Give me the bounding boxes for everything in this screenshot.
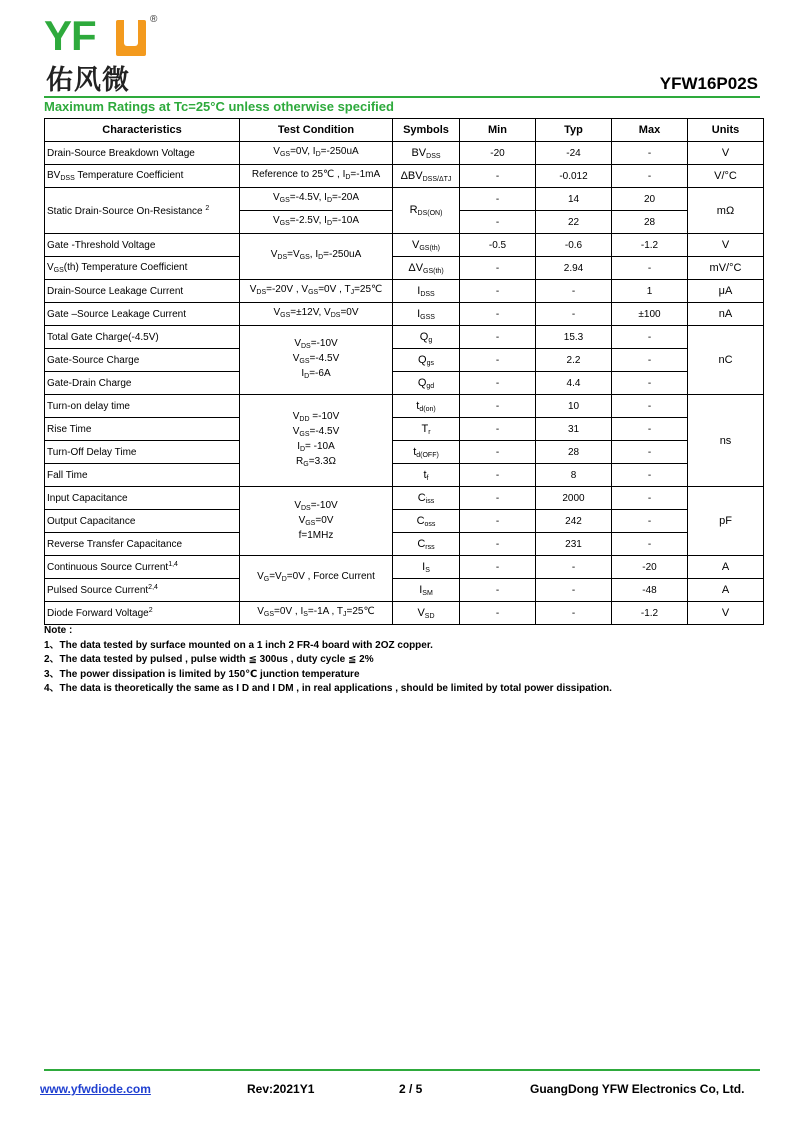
min-cell: - [460, 579, 536, 602]
min-cell: - [460, 257, 536, 280]
typ-cell: 8 [536, 464, 612, 487]
table-row [45, 280, 764, 303]
max-cell: - [612, 165, 688, 188]
condition-cell: $V_{GS}=0V$, $I_D=-250uA$ [240, 142, 393, 165]
min-cell: - [460, 280, 536, 303]
min-cell: - [460, 556, 536, 579]
table-row [45, 165, 764, 188]
min-cell: - [460, 395, 536, 418]
typ-cell: 15.3 [536, 326, 612, 349]
typ-cell: 231 [536, 533, 612, 556]
min-cell: - [460, 372, 536, 395]
symbol-cell: $I_{DSS}$ [393, 280, 460, 303]
col-header: Characteristics [45, 119, 240, 142]
max-cell: - [612, 533, 688, 556]
typ-cell: 2000 [536, 487, 612, 510]
table-row [45, 326, 764, 349]
min-cell: - [460, 464, 536, 487]
max-cell: - [612, 487, 688, 510]
max-cell: ±100 [612, 303, 688, 326]
characteristic-cell: Diode Forward Voltage$^2$ [45, 602, 240, 625]
characteristic-cell: Gate –Source Leakage Current [45, 303, 240, 326]
characteristic-cell: Turn-Off Delay Time [45, 441, 240, 464]
max-cell: -1.2 [612, 234, 688, 257]
header-divider [44, 96, 760, 98]
condition-cell: $V_{DS}=-10V$ $V_{GS}=-4.5V$ $I_D=-6A$ [240, 326, 393, 395]
typ-cell: -24 [536, 142, 612, 165]
col-header: Typ [536, 119, 612, 142]
min-cell: - [460, 441, 536, 464]
footer-divider [44, 1069, 760, 1071]
symbol-cell: $I_{GSS}$ [393, 303, 460, 326]
logo-chinese-name: 佑风微 [46, 65, 130, 96]
max-cell: -20 [612, 556, 688, 579]
max-cell: -1.2 [612, 602, 688, 625]
table-row [45, 441, 764, 464]
max-cell: - [612, 142, 688, 165]
notes-section [44, 624, 612, 697]
table-row [45, 602, 764, 625]
typ-cell: 28 [536, 441, 612, 464]
typ-cell: - [536, 579, 612, 602]
symbol-cell: $\Delta BV_{DSS/\Delta TJ}$ [393, 165, 460, 188]
typ-cell: - [536, 602, 612, 625]
table-row [45, 142, 764, 165]
max-cell: - [612, 257, 688, 280]
min-cell: - [460, 510, 536, 533]
symbol-cell: $V_{GS(th)}$ [393, 234, 460, 257]
condition-cell: $V_{GS}=\pm 12V$, $V_{DS}=0V$ [240, 303, 393, 326]
condition-cell: Reference to 25℃ , $I_D=-1mA$ [240, 165, 393, 188]
note-item: 3、The power dissipation is limited by 150℃ junction temperature [44, 668, 360, 680]
typ-cell: 2.94 [536, 257, 612, 280]
max-cell: -48 [612, 579, 688, 602]
characteristic-cell: Input Capacitance [45, 487, 240, 510]
characteristic-cell: $BV_{DSS}$ Temperature Coefficient [45, 165, 240, 188]
table-row [45, 395, 764, 418]
unit-cell: mΩ [688, 188, 764, 234]
table-row [45, 418, 764, 441]
typ-cell: - [536, 303, 612, 326]
characteristic-cell: $V_{GS}(th)$ Temperature Coefficient [45, 257, 240, 280]
notes-title: Note : [44, 625, 73, 636]
table-header-row [45, 119, 764, 142]
characteristic-cell: Output Capacitance [45, 510, 240, 533]
table-row [45, 579, 764, 602]
characteristic-cell: Gate-Source Charge [45, 349, 240, 372]
table-row [45, 188, 764, 211]
table-row [45, 510, 764, 533]
logo-u-glyph [116, 20, 146, 56]
symbol-cell: $T_r$ [393, 418, 460, 441]
condition-cell: $V_{GS}=-2.5V$, $I_D=-10A$ [240, 211, 393, 234]
table-row [45, 487, 764, 510]
min-cell: - [460, 188, 536, 211]
symbol-cell: $C_{iss}$ [393, 487, 460, 510]
table-row [45, 372, 764, 395]
condition-cell: $V_{DS}=-20V$ , $V_{GS}=0V$ , $T_J=25℃$ [240, 280, 393, 303]
min-cell: - [460, 326, 536, 349]
unit-cell: ns [688, 395, 764, 487]
condition-cell: $V_{DS}=V_{GS}$, $I_D=-250uA$ [240, 234, 393, 280]
min-cell: - [460, 602, 536, 625]
unit-cell: V [688, 142, 764, 165]
unit-cell: V [688, 234, 764, 257]
company-logo [44, 14, 164, 94]
table-row [45, 533, 764, 556]
max-cell: - [612, 441, 688, 464]
symbol-cell: $Q_{gd}$ [393, 372, 460, 395]
typ-cell: 31 [536, 418, 612, 441]
unit-cell: A [688, 579, 764, 602]
max-cell: - [612, 349, 688, 372]
condition-cell: $V_{DS}=-10V$ $V_{GS}=0V$ f=1MHz [240, 487, 393, 556]
min-cell: -20 [460, 142, 536, 165]
note-item: 2、The data tested by pulsed , pulse width ≦ 300us , duty cycle ≦ 2% [44, 654, 374, 665]
max-cell: - [612, 395, 688, 418]
condition-cell: $V_{GS}=0V$ , $I_S=-1A$ , $T_J=25℃$ [240, 602, 393, 625]
max-cell: - [612, 326, 688, 349]
condition-cell: $V_{GS}=-4.5V$, $I_D=-20A$ [240, 188, 393, 211]
min-cell: - [460, 211, 536, 234]
characteristic-cell: Pulsed Source Current$^{2,4}$ [45, 579, 240, 602]
symbol-cell: $\Delta V_{GS(th)}$ [393, 257, 460, 280]
table-row [45, 464, 764, 487]
typ-cell: - [536, 280, 612, 303]
col-header: Symbols [393, 119, 460, 142]
typ-cell: -0.012 [536, 165, 612, 188]
characteristic-cell: Turn-on delay time [45, 395, 240, 418]
symbol-cell: $V_{SD}$ [393, 602, 460, 625]
min-cell: - [460, 349, 536, 372]
symbol-cell: $t_{d(on)}$ [393, 395, 460, 418]
characteristic-cell: Drain-Source Leakage Current [45, 280, 240, 303]
max-cell: 1 [612, 280, 688, 303]
note-item: 4、The data is theoretically the same as I D and I DM , in real applications , should be limited by total power dissipation. [44, 683, 612, 694]
company-name: GuangDong YFW Electronics Co, Ltd. [530, 1082, 745, 1096]
symbol-cell: $BV_{DSS}$ [393, 142, 460, 165]
max-cell: - [612, 464, 688, 487]
characteristic-cell: Drain-Source Breakdown Voltage [45, 142, 240, 165]
min-cell: - [460, 487, 536, 510]
col-header: Min [460, 119, 536, 142]
characteristic-cell: Reverse Transfer Capacitance [45, 533, 240, 556]
max-cell: - [612, 372, 688, 395]
typ-cell: 22 [536, 211, 612, 234]
unit-cell: V [688, 602, 764, 625]
min-cell: - [460, 533, 536, 556]
characteristic-cell: Rise Time [45, 418, 240, 441]
typ-cell: 14 [536, 188, 612, 211]
max-cell: 28 [612, 211, 688, 234]
max-cell: - [612, 418, 688, 441]
unit-cell: V/°C [688, 165, 764, 188]
min-cell: - [460, 303, 536, 326]
table-row [45, 234, 764, 257]
col-header: Max [612, 119, 688, 142]
symbol-cell: $t_f$ [393, 464, 460, 487]
min-cell: - [460, 165, 536, 188]
website-link[interactable]: www.yfwdiode.com [40, 1082, 151, 1096]
logo-letters: YF [44, 12, 96, 59]
typ-cell: 10 [536, 395, 612, 418]
characteristic-cell: Static Drain-Source On-Resistance $^2$ [45, 188, 240, 234]
typ-cell: 242 [536, 510, 612, 533]
revision-label: Rev:2021Y1 [247, 1082, 315, 1096]
registered-mark: ® [150, 14, 158, 25]
col-header: Test Condition [240, 119, 393, 142]
symbol-cell: $R_{DS(ON)}$ [393, 188, 460, 234]
section-title: Maximum Ratings at Tc=25°C unless otherwise specified [44, 99, 394, 114]
min-cell: -0.5 [460, 234, 536, 257]
typ-cell: - [536, 556, 612, 579]
characteristic-cell: Total Gate Charge(-4.5V) [45, 326, 240, 349]
characteristic-cell: Gate -Threshold Voltage [45, 234, 240, 257]
table-row [45, 303, 764, 326]
symbol-cell: $Q_g$ [393, 326, 460, 349]
page-number: 2 / 5 [399, 1082, 423, 1096]
table-row [45, 556, 764, 579]
part-number: YFW16P02S [659, 74, 758, 93]
unit-cell: mV/°C [688, 257, 764, 280]
condition-cell: $V_{DD} =-10V$ $V_{GS}=-4.5V$ $I_D= -10A$ $R_G=3.3\Omega$ [240, 395, 393, 487]
unit-cell: nA [688, 303, 764, 326]
symbol-cell: $C_{oss}$ [393, 510, 460, 533]
col-header: Units [688, 119, 764, 142]
table-row [45, 257, 764, 280]
symbol-cell: $I_{SM}$ [393, 579, 460, 602]
symbol-cell: $t_{d(OFF)}$ [393, 441, 460, 464]
unit-cell: μA [688, 280, 764, 303]
min-cell: - [460, 418, 536, 441]
condition-cell: $V_G=V_D=0V$ , Force Current [240, 556, 393, 602]
table-row [45, 349, 764, 372]
unit-cell: nC [688, 326, 764, 395]
symbol-cell: $I_S$ [393, 556, 460, 579]
unit-cell: A [688, 556, 764, 579]
typ-cell: -0.6 [536, 234, 612, 257]
characteristic-cell: Fall Time [45, 464, 240, 487]
typ-cell: 4.4 [536, 372, 612, 395]
characteristic-cell: Gate-Drain Charge [45, 372, 240, 395]
max-cell: 20 [612, 188, 688, 211]
symbol-cell: $Q_{gs}$ [393, 349, 460, 372]
max-cell: - [612, 510, 688, 533]
typ-cell: 2.2 [536, 349, 612, 372]
unit-cell: pF [688, 487, 764, 556]
symbol-cell: $C_{rss}$ [393, 533, 460, 556]
note-item: 1、The data tested by surface mounted on a 1 inch 2 FR-4 board with 2OZ copper. [44, 639, 433, 651]
characteristic-cell: Continuous Source Current$^{1,4}$ [45, 556, 240, 579]
ratings-table [44, 118, 764, 625]
